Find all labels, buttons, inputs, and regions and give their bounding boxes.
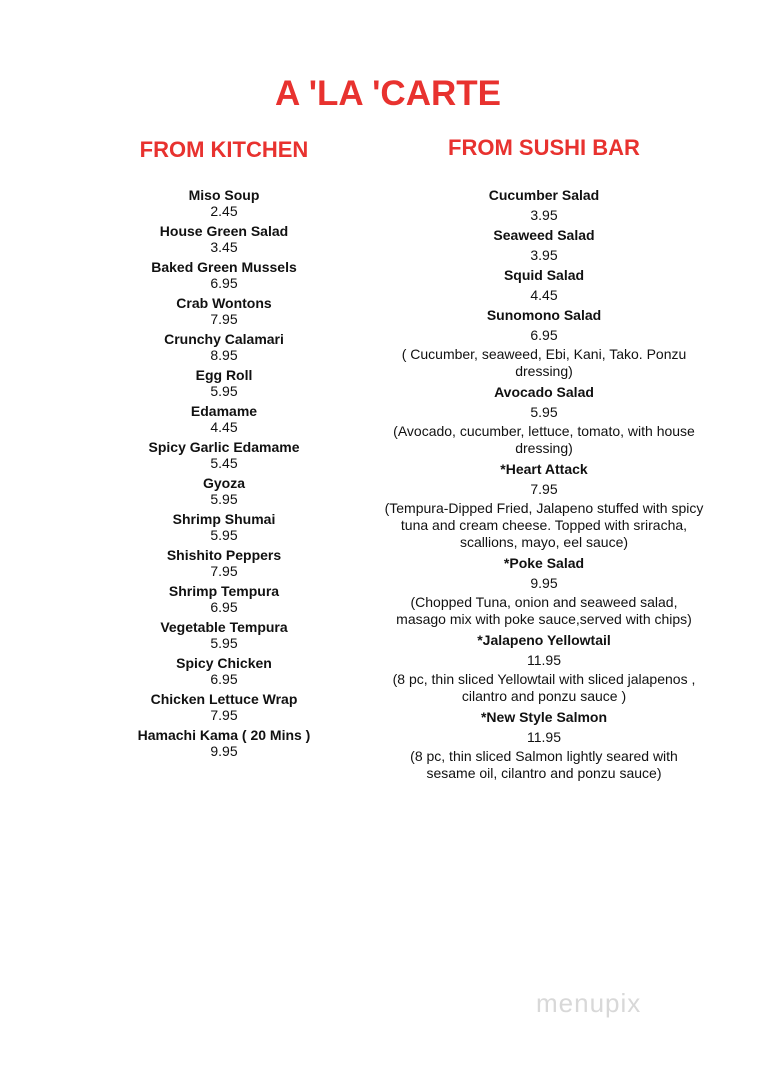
kitchen-list <box>64 187 384 763</box>
item-price: 5.95 <box>210 491 238 507</box>
menu-item <box>384 185 704 225</box>
item-description: (Chopped Tuna, onion and seaweed salad, masago mix with poke sauce,served with chips) <box>396 594 692 627</box>
menu-item <box>384 707 704 782</box>
item-name: Avocado Salad <box>494 384 594 400</box>
menu-item <box>64 223 384 255</box>
menu-item <box>384 553 704 628</box>
item-price: 9.95 <box>210 743 238 759</box>
menu-item <box>384 630 704 705</box>
menu-item <box>64 619 384 651</box>
item-name: Vegetable Tempura <box>160 619 288 635</box>
item-name: Sunomono Salad <box>486 307 602 323</box>
item-price: 5.95 <box>210 527 238 543</box>
item-name: Crunchy Calamari <box>164 331 284 347</box>
item-price: 6.95 <box>210 671 238 687</box>
item-name: Shrimp Shumai <box>172 511 276 527</box>
item-name: Crab Wontons <box>176 295 272 311</box>
menu-item <box>64 187 384 219</box>
item-name: Gyoza <box>202 475 245 491</box>
item-name: Cucumber Salad <box>488 187 600 203</box>
item-price: 7.95 <box>210 311 238 327</box>
menu-item <box>64 367 384 399</box>
menu-item <box>384 459 704 551</box>
page-title: A 'LA 'CARTE <box>275 74 501 113</box>
item-description: ( Cucumber, seaweed, Ebi, Kani, Tako. Ponzu dressing) <box>401 346 687 379</box>
item-name: Edamame <box>190 403 258 419</box>
item-price: 3.45 <box>210 239 238 255</box>
menu-item <box>384 225 704 265</box>
item-name: *Jalapeno Yellowtail <box>477 632 611 648</box>
item-price: 5.95 <box>210 635 238 651</box>
item-price: 7.95 <box>530 481 558 497</box>
item-price: 5.95 <box>530 404 558 420</box>
item-name: *Poke Salad <box>503 555 585 571</box>
item-price: 7.95 <box>210 707 238 723</box>
menu-item <box>64 691 384 723</box>
watermark-logo: menupix <box>536 988 642 1018</box>
item-price: 2.45 <box>210 203 238 219</box>
menu-item <box>64 331 384 363</box>
item-name: Egg Roll <box>195 367 253 383</box>
item-name: Seaweed Salad <box>493 227 595 243</box>
menu-item <box>64 295 384 327</box>
item-name: Miso Soup <box>188 187 260 203</box>
item-name: Hamachi Kama ( 20 Mins ) <box>137 727 311 743</box>
sushi-heading: FROM SUSHI BAR <box>448 135 640 160</box>
menu-item <box>384 382 704 457</box>
menu-item <box>64 475 384 507</box>
item-name: Squid Salad <box>503 267 585 283</box>
menu-item <box>64 439 384 471</box>
item-name: Baked Green Mussels <box>151 259 297 275</box>
item-price: 6.95 <box>210 599 238 615</box>
item-price: 5.95 <box>210 383 238 399</box>
item-price: 3.95 <box>530 247 558 263</box>
item-price: 11.95 <box>527 652 561 668</box>
item-price: 7.95 <box>210 563 238 579</box>
item-description: (Avocado, cucumber, lettuce, tomato, with house dressing) <box>393 423 695 456</box>
menu-item <box>64 511 384 543</box>
item-name: Shrimp Tempura <box>168 583 280 599</box>
item-price: 9.95 <box>530 575 558 591</box>
item-description: (8 pc, thin sliced Salmon lightly seared with sesame oil, cilantro and ponzu sauce) <box>410 748 678 781</box>
item-name: Chicken Lettuce Wrap <box>150 691 298 707</box>
item-price: 4.45 <box>530 287 558 303</box>
menu-item <box>64 727 384 759</box>
sushi-list <box>384 185 704 784</box>
kitchen-heading: FROM KITCHEN <box>139 137 309 162</box>
item-name: Spicy Chicken <box>176 655 272 671</box>
item-description: (Tempura-Dipped Fried, Jalapeno stuffed with spicy tuna and cream cheese. Topped with sriracha, scallions, mayo, eel sauce) <box>384 500 704 550</box>
item-price: 6.95 <box>530 327 558 343</box>
menu-item <box>64 655 384 687</box>
item-name: *New Style Salmon <box>480 709 608 725</box>
item-price: 8.95 <box>210 347 238 363</box>
item-price: 11.95 <box>527 729 561 745</box>
item-name: Spicy Garlic Edamame <box>148 439 300 455</box>
menu-item <box>64 403 384 435</box>
item-price: 5.45 <box>210 455 238 471</box>
item-name: House Green Salad <box>159 223 289 239</box>
menu-item <box>64 259 384 291</box>
item-description: (8 pc, thin sliced Yellowtail with sliced jalapenos , cilantro and ponzu sauce ) <box>392 671 696 704</box>
item-name: *Heart Attack <box>500 461 588 477</box>
menu-item <box>384 265 704 305</box>
item-price: 3.95 <box>530 207 558 223</box>
item-name: Shishito Peppers <box>166 547 282 563</box>
item-price: 6.95 <box>210 275 238 291</box>
menu-item <box>64 547 384 579</box>
menu-item <box>64 583 384 615</box>
item-price: 4.45 <box>210 419 238 435</box>
menu-item <box>384 305 704 380</box>
